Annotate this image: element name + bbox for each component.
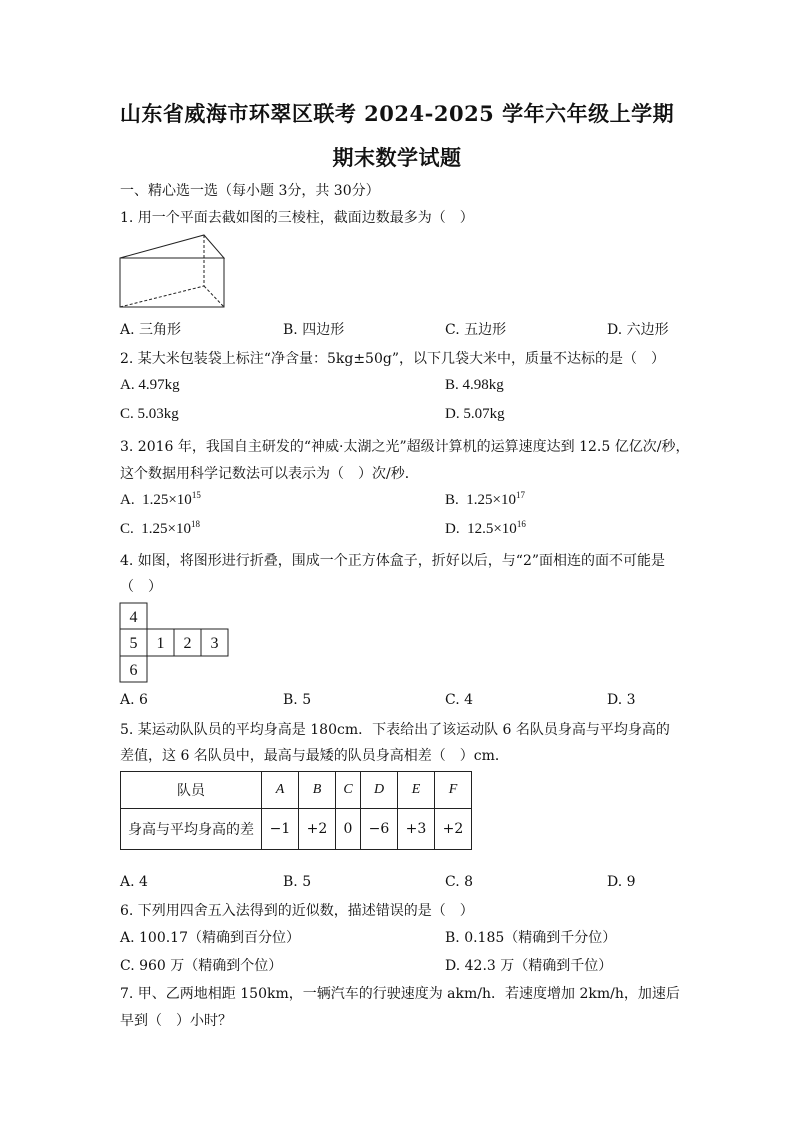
q3-option-a: A. $1.25\times 10^{15}$: [120, 490, 201, 508]
q6-option-c: C. 960 万（精确到个位）: [120, 958, 283, 974]
triangular-prism-figure: [116, 230, 228, 312]
q3-option-d: D. $12.5\times 10^{16}$: [445, 519, 526, 537]
table-header-cell: A: [262, 772, 299, 809]
table-header-cell: D: [361, 772, 398, 809]
question-4-stem-line1: 4. 如图，将图形进行折叠，围成一个正方体盒子，折好以后，与“2”面相连的面不可能是: [120, 553, 666, 569]
q2-option-c: C. 5.03kg: [120, 406, 179, 422]
table-cell: +3: [398, 809, 435, 850]
question-5-stem-line1: 5. 某运动队队员的平均身高是 180cm．下表给出了该运动队 6 名队员身高与平均身高的: [120, 722, 670, 738]
q5-option-c: C. 8: [445, 874, 474, 890]
q5-option-b: B. 5: [283, 874, 312, 890]
question-3-stem-line1: 3. 2016 年，我国自主研发的“神威·太湖之光”超级计算机的运算速度达到 12.5 亿亿次/秒，: [120, 439, 690, 455]
q2-option-b: B. 4.98kg: [445, 377, 504, 393]
table-header-cell: E: [398, 772, 435, 809]
question-7-stem-line2: 早到（ ）小时？: [120, 1013, 232, 1029]
table-header-cell: F: [435, 772, 472, 809]
question-6-stem: 6. 下列用四舍五入法得到的近似数，描述错误的是（ ）: [120, 903, 474, 919]
question-1-stem: 1. 用一个平面去截如图的三棱柱，截面边数最多为（ ）: [120, 210, 474, 226]
q5-option-d: D. 9: [607, 874, 636, 890]
q1-option-d: D. 六边形: [607, 322, 669, 338]
net-face-top: 4: [129, 609, 138, 626]
question-3-stem-line2: 这个数据用科学记数法可以表示为（ ）次/秒．: [120, 466, 419, 482]
cube-net-figure: [119, 602, 231, 684]
table-header-cell: B: [299, 772, 336, 809]
net-face-right: 3: [210, 635, 219, 652]
table-cell: +2: [435, 809, 472, 850]
table-cell: +2: [299, 809, 336, 850]
net-face-middle-2: 2: [183, 635, 192, 652]
table-row1-label: 队员: [121, 772, 262, 809]
table-cell: −1: [262, 809, 299, 850]
q1-option-a: A. 三角形: [120, 322, 182, 338]
table-header-row: [121, 772, 472, 809]
table-cell: 0: [336, 809, 361, 850]
table-row: [121, 809, 472, 850]
q4-option-c: C. 4: [445, 692, 474, 708]
q1-option-c: C. 五边形: [445, 322, 507, 338]
q6-option-a: A. 100.17（精确到百分位）: [120, 930, 300, 946]
q2-option-d: D. 5.07kg: [445, 406, 505, 422]
document-title-line2: 期末数学试题: [332, 145, 462, 170]
height-difference-table: [120, 771, 472, 850]
q3-option-c: C. $1.25\times 10^{18}$: [120, 519, 200, 537]
question-5-stem-line2: 差值，这 6 名队员中，最高与最矮的队员身高相差（ ）cm．: [120, 748, 509, 764]
table-row2-label: 身高与平均身高的差: [121, 809, 262, 850]
net-face-left: 5: [129, 635, 138, 652]
table-cell: −6: [361, 809, 398, 850]
question-7-stem-line1: 7. 甲、乙两地相距 150km，一辆汽车的行驶速度为 akm/h．若速度增加 2km/h，加速后: [120, 986, 680, 1002]
q4-option-b: B. 5: [283, 692, 312, 708]
q6-option-d: D. 42.3 万（精确到千位）: [445, 958, 613, 974]
q1-option-b: B. 四边形: [283, 322, 345, 338]
q5-option-a: A. 4: [120, 874, 148, 890]
question-2-stem: 2. 某大米包装袋上标注“净含量：5kg±50g”，以下几袋大米中，质量不达标的是（ ）: [120, 351, 665, 367]
section-header: 一、精心选一选（每小题 3分，共 30分）: [120, 183, 380, 199]
question-4-stem-line2: （ ）: [120, 579, 162, 595]
q6-option-b: B. 0.185（精确到千分位）: [445, 930, 617, 946]
table-header-cell: C: [336, 772, 361, 809]
q4-option-a: A. 6: [120, 692, 148, 708]
q2-option-a: A. 4.97kg: [120, 377, 180, 393]
net-face-middle-1: 1: [156, 635, 165, 652]
q4-option-d: D. 3: [607, 692, 636, 708]
document-title-line1: 山东省威海市环翠区联考 2024-2025 学年六年级上学期: [119, 101, 675, 126]
net-face-bottom: 6: [129, 662, 138, 679]
q3-option-b: B. $1.25\times 10^{17}$: [445, 490, 525, 508]
